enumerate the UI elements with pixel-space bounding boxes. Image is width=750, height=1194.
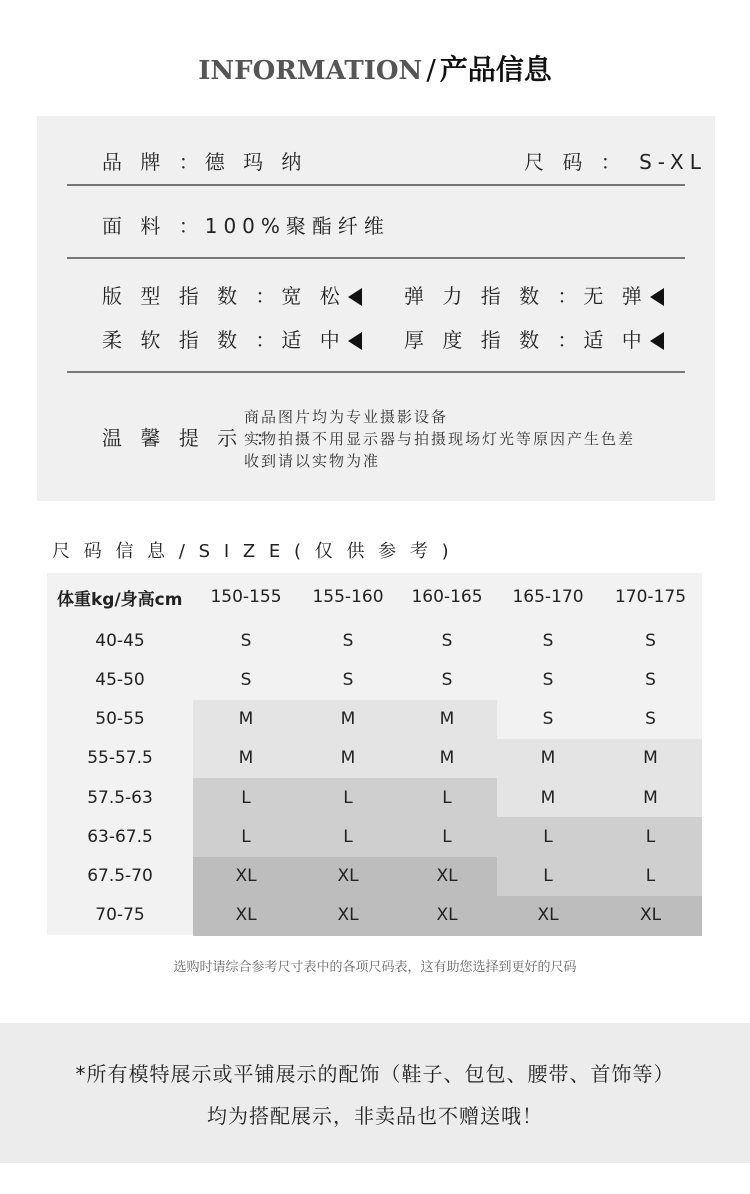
table-corner-header: 体重kg/身高cm [57,589,183,610]
weight-row-header: 55-57.5 [87,748,153,769]
size-cell: S [240,669,252,690]
size-cell: S [342,630,354,651]
size-section-title: 尺 码 信 息 / S I Z E ( 仅 供 参 考 ) [52,541,453,562]
elasticity-index-text: 弹 力 指 数 ：无 弹 [404,284,648,308]
left-triangle-icon [348,288,362,306]
size-cell: M [643,787,658,808]
size-cell: M [540,748,556,769]
size-cell: XL [639,905,662,926]
divider [67,184,685,186]
tip-label: 温 馨 提 示 ： [102,426,282,450]
size-cell: M [643,748,658,769]
weight-row-header: 63-67.5 [87,826,153,847]
size-cell: L [645,826,656,847]
title-slash: / [426,53,436,86]
weight-row-header: 50-55 [95,709,145,730]
fabric-field: 面 料 ：100%聚酯纤维 [102,214,390,238]
height-column-header: 160-165 [411,587,483,607]
size-cell: L [442,787,452,808]
size-cell: S [342,669,354,690]
page-title [0,48,750,88]
size-cell: S [542,630,554,651]
size-cell: S [441,630,453,651]
size-table [47,573,702,935]
divider [67,257,685,259]
size-range-field: 尺 码 ： S-XL [524,150,707,174]
size-cell: M [340,709,356,730]
size-cell: S [645,669,656,690]
size-cell: S [645,630,656,651]
size-cell: M [238,709,254,730]
size-cell: M [439,709,455,730]
size-cell: M [439,748,455,769]
size-cell: L [442,826,452,847]
height-column-header: 155-160 [312,587,384,607]
fit-index [102,280,362,309]
left-triangle-icon [650,332,664,350]
weight-row-header: 40-45 [95,630,145,651]
size-cell: L [543,866,553,887]
brand-field: 品 牌 ：德 玛 纳 [102,150,308,174]
size-cell: XL [337,866,359,887]
size-cell: XL [235,866,257,887]
size-cell: XL [436,905,458,926]
size-cell: L [241,787,251,808]
elasticity-index [404,280,664,309]
size-cell: M [540,787,556,808]
size-cell: M [238,748,254,769]
tip-line: 收到请以实物为准 [244,452,381,470]
weight-row-header: 70-75 [95,905,145,926]
height-column-header: 150-155 [210,587,282,607]
weight-row-header: 67.5-70 [87,866,153,887]
size-cell: S [240,630,252,651]
footer-notice [0,1023,750,1163]
size-cell: S [542,669,554,690]
height-column-header: 165-170 [512,587,584,607]
size-note: 选购时请综合参考尺寸表中的各项尺码表，这有助您选择到更好的尺码 [173,960,577,975]
size-cell: XL [337,905,359,926]
thickness-index-text: 厚 度 指 数 ：适 中 [404,328,648,352]
divider [67,371,685,373]
footer-line-1: *所有模特展示或平铺展示的配饰（鞋子、包包、腰带、首饰等） [75,1062,675,1086]
left-triangle-icon [348,332,362,350]
size-cell: XL [537,905,559,926]
title-zh: 产品信息 [439,53,552,86]
tip-line: 商品图片均为专业摄影设备 [244,408,449,426]
size-cell: L [241,826,251,847]
size-cell: S [645,709,656,730]
title-en: INFORMATION [198,56,423,86]
size-cell: XL [235,905,257,926]
size-cell: XL [436,866,458,887]
fit-index-text: 版 型 指 数 ：宽 松 [102,284,346,308]
weight-row-header: 57.5-63 [87,787,153,808]
weight-row-header: 45-50 [95,669,145,690]
size-cell: L [543,826,553,847]
size-cell: L [645,866,656,887]
size-cell: S [542,709,554,730]
footer-line-2: 均为搭配展示，非卖品也不赠送哦！ [207,1104,543,1128]
size-cell: S [441,669,453,690]
thickness-index [404,324,664,353]
size-cell: M [340,748,356,769]
product-info-panel [37,116,715,501]
size-cell: L [343,826,353,847]
softness-index-text: 柔 软 指 数 ：适 中 [102,328,346,352]
size-cell: L [343,787,353,808]
softness-index [102,324,362,353]
tip-line: 实物拍摄不用显示器与拍摄现场灯光等原因产生色差 [244,430,636,448]
height-column-header: 170-175 [614,587,687,607]
left-triangle-icon [650,288,664,306]
